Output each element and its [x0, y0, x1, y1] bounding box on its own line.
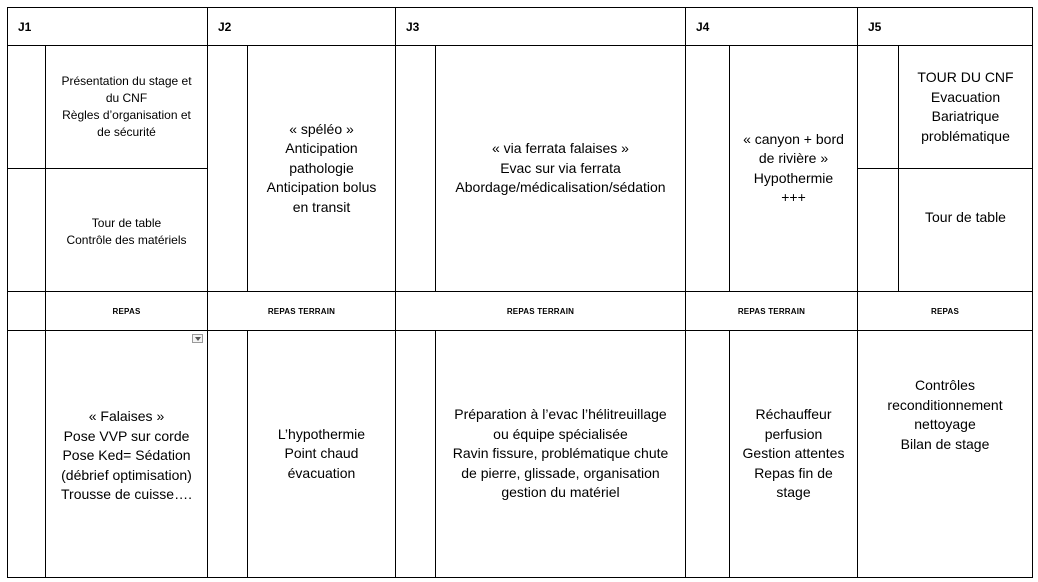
- j4-afternoon-line: Réchauffeur: [755, 406, 832, 423]
- j3-afternoon: [435, 330, 686, 578]
- j4-afternoon-line: perfusion: [764, 425, 823, 442]
- j5-morning-bottom: [898, 168, 1033, 292]
- header-j4: [685, 7, 858, 46]
- j4-afternoon-margin: [685, 330, 730, 578]
- j2-morning-line: en transit: [292, 198, 351, 215]
- j1-morning-top-line: de sécurité: [97, 125, 156, 139]
- j3-morning-line: « via ferrata falaises »: [492, 140, 629, 157]
- j3-morning-line: Evac sur via ferrata: [500, 159, 621, 176]
- j3-afternoon-line: Préparation à l’evac l’hélitreuillage: [454, 406, 667, 423]
- j4-morning-line: « canyon + bord: [743, 130, 844, 147]
- j1-morning-margin-top: [7, 45, 46, 169]
- j3-morning-margin: [395, 45, 436, 292]
- j1-afternoon-line: (débrief optimisation): [61, 466, 192, 483]
- j2-morning-line: Anticipation bolus: [266, 179, 377, 196]
- j2-morning-line: Anticipation: [285, 140, 358, 157]
- j1-morning-margin-bottom: [7, 168, 46, 292]
- j3-afternoon-line: de pierre, glissade, organisation: [461, 464, 660, 481]
- j1-afternoon-line: Pose Ked= Sédation: [62, 447, 191, 464]
- j1-morning-top: [45, 45, 208, 169]
- repas-j2-label: REPAS TERRAIN: [267, 306, 336, 316]
- repas-j5: [857, 291, 1033, 331]
- j2-morning-line: pathologie: [289, 159, 354, 176]
- j1-afternoon: [45, 330, 208, 578]
- j3-afternoon-line: gestion du matériel: [501, 484, 620, 501]
- header-j1-label: J1: [18, 19, 32, 34]
- header-j1: [7, 7, 208, 46]
- repas-margin: [7, 291, 46, 331]
- j1-morning-top-line: Présentation du stage et: [61, 74, 192, 88]
- j4-morning-line: de rivière »: [758, 150, 829, 166]
- repas-j3-label: REPAS TERRAIN: [506, 306, 575, 316]
- j5-morning-margin-bottom: [857, 168, 899, 292]
- j4-morning-line: +++: [781, 189, 806, 205]
- j5-afternoon: [857, 330, 1033, 578]
- j5-afternoon-line: reconditionnement: [887, 396, 1003, 413]
- j3-morning-line: Abordage/médicalisation/sédation: [455, 179, 666, 196]
- j4-morning: [729, 45, 858, 292]
- header-j4-label: J4: [696, 19, 710, 34]
- j2-afternoon-margin: [207, 330, 248, 578]
- repas-j5-label: REPAS: [931, 306, 959, 316]
- j5-morning-top-line: problématique: [921, 127, 1010, 144]
- j4-afternoon-line: stage: [776, 484, 811, 501]
- j1-morning-top-line: Règles d’organisation et: [62, 108, 191, 122]
- dropdown-arrow-icon[interactable]: [192, 334, 203, 343]
- j5-morning-top-line: Bariatrique: [931, 108, 1000, 124]
- j1-morning-bottom-line: Contrôle des matériels: [66, 233, 187, 247]
- j4-afternoon-line: Repas fin de: [754, 464, 833, 481]
- j1-afternoon-line: Trousse de cuisse….: [61, 486, 192, 503]
- j2-afternoon-line: évacuation: [287, 464, 356, 481]
- j4-afternoon-line: Gestion attentes: [742, 445, 845, 462]
- j5-morning-top: [898, 45, 1033, 169]
- j1-afternoon-line: « Falaises »: [88, 408, 165, 425]
- j2-morning-line: « spéléo »: [289, 120, 354, 137]
- header-j3: [395, 7, 686, 46]
- j4-afternoon: [729, 330, 858, 578]
- header-j3-label: J3: [406, 19, 420, 34]
- j2-morning-margin: [207, 45, 248, 292]
- j3-afternoon-line: ou équipe spécialisée: [493, 425, 628, 442]
- j3-morning: [435, 45, 686, 292]
- j1-afternoon-margin: [7, 330, 46, 578]
- j5-morning-top-line: TOUR DU CNF: [917, 69, 1014, 85]
- j4-morning-line: Hypothermie: [753, 169, 834, 186]
- j5-afternoon-line: nettoyage: [914, 416, 976, 432]
- j1-afternoon-line: Pose VVP sur corde: [63, 427, 190, 444]
- header-j2-label: J2: [218, 19, 232, 34]
- j1-morning-bottom: [45, 168, 208, 292]
- j5-morning-top-line: Evacuation: [930, 88, 1001, 105]
- j4-morning-margin: [685, 45, 730, 292]
- header-j5: [857, 7, 1033, 46]
- j5-afternoon-line: Contrôles: [915, 377, 975, 393]
- repas-j2: [207, 291, 396, 331]
- j1-morning-top-line: du CNF: [105, 91, 148, 105]
- j3-afternoon-line: Ravin fissure, problématique chute: [452, 445, 669, 462]
- j5-afternoon-line: Bilan de stage: [900, 435, 990, 452]
- repas-j1-label: REPAS: [112, 306, 141, 316]
- j3-afternoon-margin: [395, 330, 436, 578]
- j1-morning-bottom-line: Tour de table: [91, 216, 162, 230]
- repas-j4: [685, 291, 858, 331]
- header-j2: [207, 7, 396, 46]
- j2-morning: [247, 45, 396, 292]
- j2-afternoon-line: L’hypothermie: [277, 425, 366, 442]
- j2-afternoon: [247, 330, 396, 578]
- j5-morning-bottom-line: Tour de table: [925, 209, 1006, 226]
- j5-morning-margin-top: [857, 45, 899, 169]
- repas-j3: [395, 291, 686, 331]
- header-j5-label: J5: [868, 19, 882, 34]
- repas-j4-label: REPAS TERRAIN: [737, 306, 806, 316]
- repas-j1: [45, 291, 208, 331]
- j2-afternoon-line: Point chaud: [284, 445, 359, 462]
